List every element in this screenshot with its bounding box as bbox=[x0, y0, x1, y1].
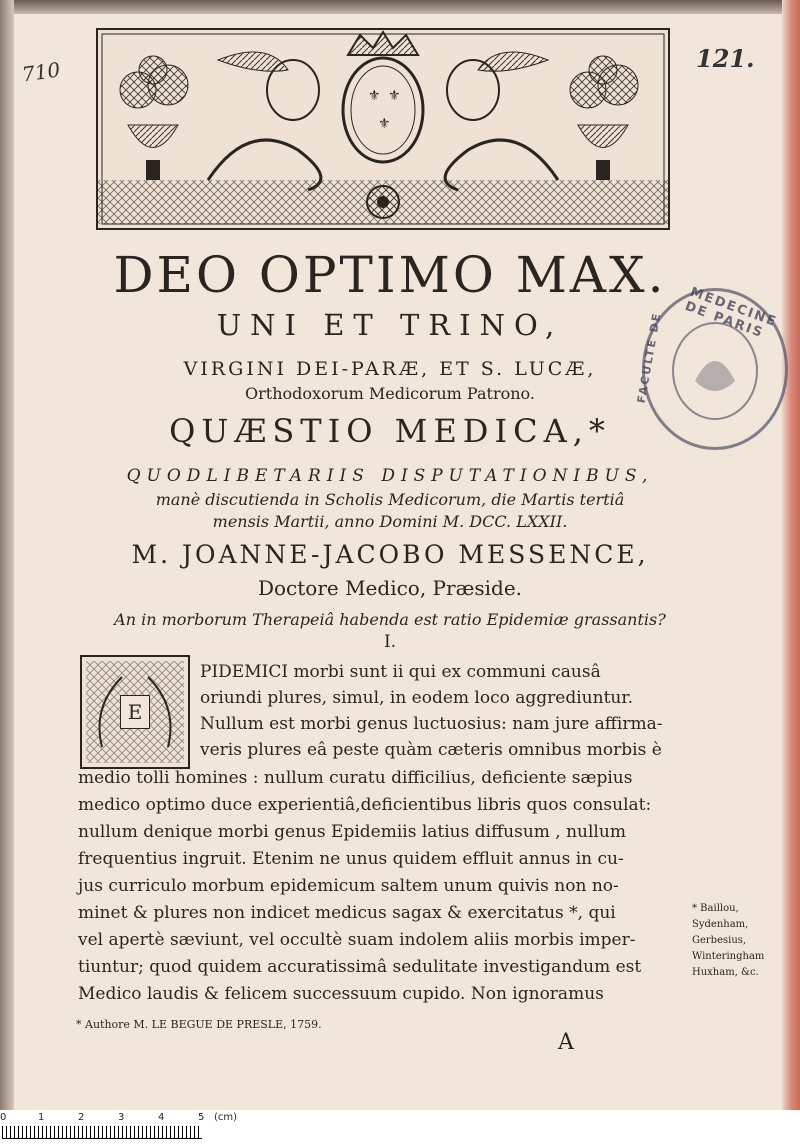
svg-text:⚜: ⚜ bbox=[368, 88, 381, 104]
title-virgini: VIRGINI DEI-PARÆ, ET S. LUCÆ, bbox=[183, 358, 597, 380]
scale-ticks-icon bbox=[2, 1126, 202, 1139]
signature-mark: A bbox=[558, 1030, 574, 1055]
stamp-text-left: FACULTE DE bbox=[634, 310, 664, 405]
title-quodlibet: QUODLIBETARIIS DISPUTATIONIBUS, bbox=[126, 466, 654, 486]
headpiece-engraving-icon bbox=[98, 30, 668, 228]
side-note-line: Winteringham bbox=[692, 951, 765, 962]
title-mane: manè discutienda in Scholis Medicorum, die Martis tertiâ bbox=[155, 490, 625, 509]
body-line: nullum denique morbi genus Epidemiis latius diffusum , nullum bbox=[78, 822, 626, 842]
question: An in morborum Therapeiâ habenda est ratio Epidemiæ grassantis? bbox=[114, 610, 666, 629]
svg-text:⚜: ⚜ bbox=[378, 116, 391, 132]
book-spine-shadow bbox=[0, 0, 14, 1110]
praeses-name: M. JOANNE-JACOBO MESSENCE, bbox=[131, 540, 649, 569]
title-mensis: mensis Martii, anno Domini M. DCC. LXXII. bbox=[212, 512, 568, 531]
body-line: oriundi plures, simul, in eodem loco aggrediuntur. bbox=[200, 688, 634, 708]
svg-text:⚜: ⚜ bbox=[388, 88, 401, 104]
side-note-line: Sydenham, bbox=[692, 919, 749, 930]
scale-tick-label: 3 bbox=[118, 1112, 125, 1123]
footnote: * Authore M. LE BEGUE DE PRESLE, 1759. bbox=[76, 1018, 322, 1031]
body-line: jus curriculo morbum epidemicum saltem unum quivis non no- bbox=[78, 876, 619, 896]
section-number: I. bbox=[383, 632, 397, 652]
scale-bar bbox=[0, 1110, 800, 1145]
stamp-text-top: MEDECINE DE PARIS bbox=[682, 284, 780, 342]
praeses-role: Doctore Medico, Præside. bbox=[257, 576, 523, 600]
page-top-edge bbox=[0, 0, 800, 14]
body-line: Medico laudis & felicem successuum cupido. Non ignoramus bbox=[78, 984, 604, 1004]
drop-cap-letter: E bbox=[120, 695, 150, 729]
body-line: frequentius ingruit. Etenim ne unus quidem effluit annus in cu- bbox=[78, 849, 624, 869]
body-line: medico optimo duce experientiâ,deficientibus libris quos consulat: bbox=[78, 795, 652, 815]
drop-cap-ornament bbox=[80, 655, 190, 769]
margin-note: 710 bbox=[20, 57, 62, 87]
body-line: PIDEMICI morbi sunt ii qui ex communi causâ bbox=[200, 662, 601, 682]
scale-tick-label: 2 bbox=[78, 1112, 85, 1123]
body-line: Nullum est morbi genus luctuosius: nam jure affirma- bbox=[200, 714, 663, 734]
body-line: veris plures eâ peste quàm cæteris omnibus morbis è bbox=[200, 740, 662, 760]
page-right-edge bbox=[782, 0, 800, 1110]
scale-tick-label: 4 bbox=[158, 1112, 165, 1123]
title-deo: DEO OPTIMO MAX. bbox=[113, 246, 667, 304]
body-line: tiuntur; quod quidem accuratissimâ sedulitate investigandum est bbox=[78, 957, 642, 977]
scale-tick-label: 0 bbox=[0, 1112, 7, 1123]
side-note-line: * Baillou, bbox=[692, 903, 739, 914]
body-line: vel apertè sæviunt, vel occultè suam indolem aliis morbis imper- bbox=[78, 930, 636, 950]
title-orthodox: Orthodoxorum Medicorum Patrono. bbox=[245, 384, 535, 403]
side-note-line: Gerbesius, bbox=[692, 935, 747, 946]
scale-ruler bbox=[0, 1112, 210, 1142]
side-note-line: Huxham, &c. bbox=[692, 967, 759, 978]
scale-tick-label: 1 bbox=[38, 1112, 45, 1123]
engraved-headpiece bbox=[96, 28, 670, 230]
body-line: medio tolli homines : nullum curatu difficilius, deficiente sæpius bbox=[78, 768, 633, 788]
body-line: minet & plures non indicet medicus sagax & exercitatus *, qui bbox=[78, 903, 616, 923]
scale-unit: (cm) bbox=[214, 1112, 238, 1123]
page-number: 121. bbox=[696, 44, 755, 73]
scale-tick-label: 5 bbox=[198, 1112, 205, 1123]
title-uni: UNI ET TRINO, bbox=[216, 308, 564, 342]
title-quaestio: QUÆSTIO MEDICA,* bbox=[169, 412, 611, 450]
